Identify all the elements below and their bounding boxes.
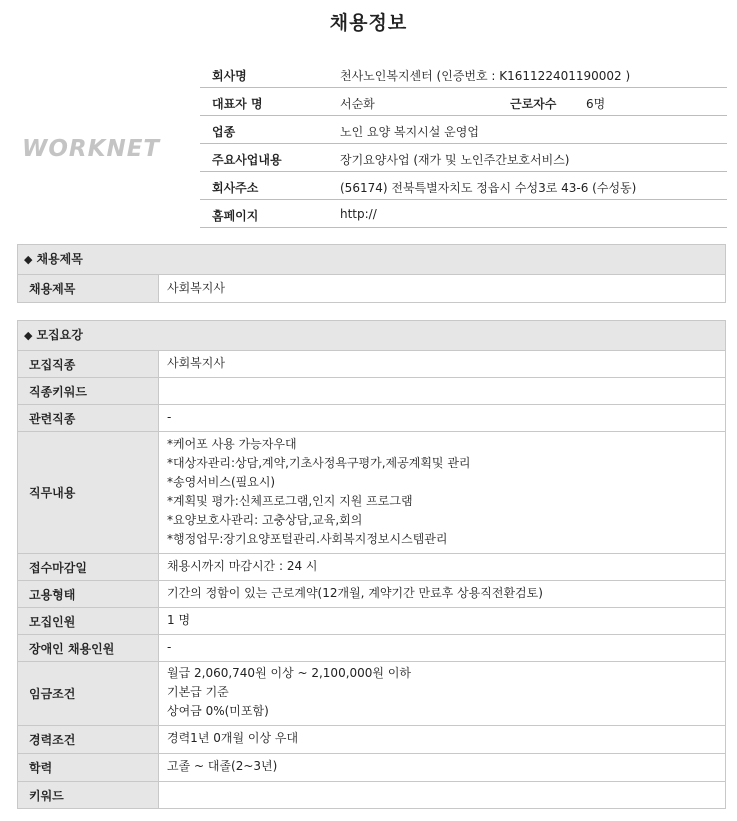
education-value: 고졸 ~ 대졸(2~3년) <box>167 759 278 773</box>
company-business-row <box>200 144 727 172</box>
homepage-link[interactable]: http:// <box>340 207 377 221</box>
job-keyword-label: 직종키워드 <box>18 378 159 404</box>
duty-line: *대상자관리:상담,계약,기초사정욕구평가,제공계획및 관리 <box>167 456 471 470</box>
company-ceo-row <box>200 88 727 116</box>
deadline-label: 접수마감일 <box>18 554 159 580</box>
wage-value <box>159 662 725 725</box>
education-label: 학력 <box>18 754 159 781</box>
ceo-value: 서순화 <box>340 97 375 111</box>
table-row <box>18 275 725 302</box>
recruit-section <box>17 320 726 809</box>
workers-label: 근로자수 <box>510 97 557 111</box>
title-section <box>17 244 726 303</box>
job-type-value: 사회복지사 <box>167 356 225 370</box>
ceo-label: 대표자 명 <box>212 97 263 111</box>
table-row <box>18 554 725 581</box>
disabled-hire-value: - <box>167 640 172 654</box>
keywords-label: 키워드 <box>18 782 159 808</box>
company-homepage-row <box>200 200 727 228</box>
job-type-label: 모집직종 <box>18 351 159 377</box>
table-row <box>18 608 725 635</box>
table-row <box>18 351 725 378</box>
workers-value: 6명 <box>586 97 606 111</box>
address-label: 회사주소 <box>212 181 259 195</box>
headcount-value: 1 명 <box>167 613 191 627</box>
homepage-label: 홈페이지 <box>212 209 259 223</box>
table-row <box>18 432 725 554</box>
section-heading <box>18 245 725 275</box>
table-row <box>18 754 725 782</box>
company-name-label: 회사명 <box>212 69 247 83</box>
recruit-title-value: 사회복지사 <box>167 281 225 295</box>
industry-value: 노인 요양 복지시설 운영업 <box>340 125 479 139</box>
diamond-icon: ◆ <box>24 329 33 342</box>
diamond-icon: ◆ <box>24 253 33 266</box>
keywords-value <box>159 782 725 808</box>
company-industry-row <box>200 116 727 144</box>
duty-line: *요양보호사관리: 고충상담,교육,회의 <box>167 513 363 527</box>
company-address-row <box>200 172 727 200</box>
table-row <box>18 662 725 726</box>
company-name-row <box>200 60 727 88</box>
duty-line: *케어포 사용 가능자우대 <box>167 437 297 451</box>
wage-line: 상여금 0%(미포함) <box>167 704 269 718</box>
table-row <box>18 635 725 662</box>
duty-line: *계획및 평가:신체프로그램,인지 지원 프로그램 <box>167 494 413 508</box>
table-row <box>18 581 725 608</box>
job-keyword-value <box>159 378 725 404</box>
duty-line: *행정업무:장기요양포털관리.사회복지정보시스템관리 <box>167 532 448 546</box>
career-label: 경력조건 <box>18 726 159 753</box>
company-name-value: 천사노인복지센터 (인증번호 : K161122401190002 ) <box>340 69 631 83</box>
employment-type-value: 기간의 정함이 있는 근로계약(12개월, 계약기간 만료후 상용직전환검토) <box>167 586 543 600</box>
worknet-logo: WORKNET <box>22 136 161 162</box>
business-value: 장기요양사업 (재가 및 노인주간보호서비스) <box>340 153 570 167</box>
wage-label: 임금조건 <box>18 662 159 725</box>
recruit-title-label: 채용제목 <box>18 275 159 302</box>
page-title: 채용정보 <box>329 12 408 34</box>
employment-type-label: 고용형태 <box>18 581 159 607</box>
headcount-label: 모집인원 <box>18 608 159 634</box>
wage-line: 기본급 기준 <box>167 685 229 699</box>
business-label: 주요사업내용 <box>212 153 282 167</box>
duty-line: *송영서비스(필요시) <box>167 475 276 489</box>
disabled-hire-label: 장애인 채용인원 <box>18 635 159 661</box>
related-job-label: 관련직종 <box>18 405 159 431</box>
company-info <box>200 60 727 228</box>
table-row <box>18 726 725 754</box>
recruit-section-heading: 모집요강 <box>36 328 83 342</box>
deadline-value: 채용시까지 마감시간 : 24 시 <box>167 559 318 573</box>
table-row <box>18 405 725 432</box>
address-value: (56174) 전북특별자치도 정읍시 수성3로 43-6 (수성동) <box>340 181 637 195</box>
related-job-value: - <box>167 410 172 424</box>
industry-label: 업종 <box>212 125 236 139</box>
title-section-heading: 채용제목 <box>36 252 83 266</box>
duties-label: 직무내용 <box>18 432 159 553</box>
duties-value <box>159 432 725 553</box>
career-value: 경력1년 0개월 이상 우대 <box>167 731 299 745</box>
wage-line: 월급 2,060,740원 이상 ~ 2,100,000원 이하 <box>167 666 412 680</box>
section-heading <box>18 321 725 351</box>
table-row <box>18 378 725 405</box>
table-row <box>18 782 725 808</box>
